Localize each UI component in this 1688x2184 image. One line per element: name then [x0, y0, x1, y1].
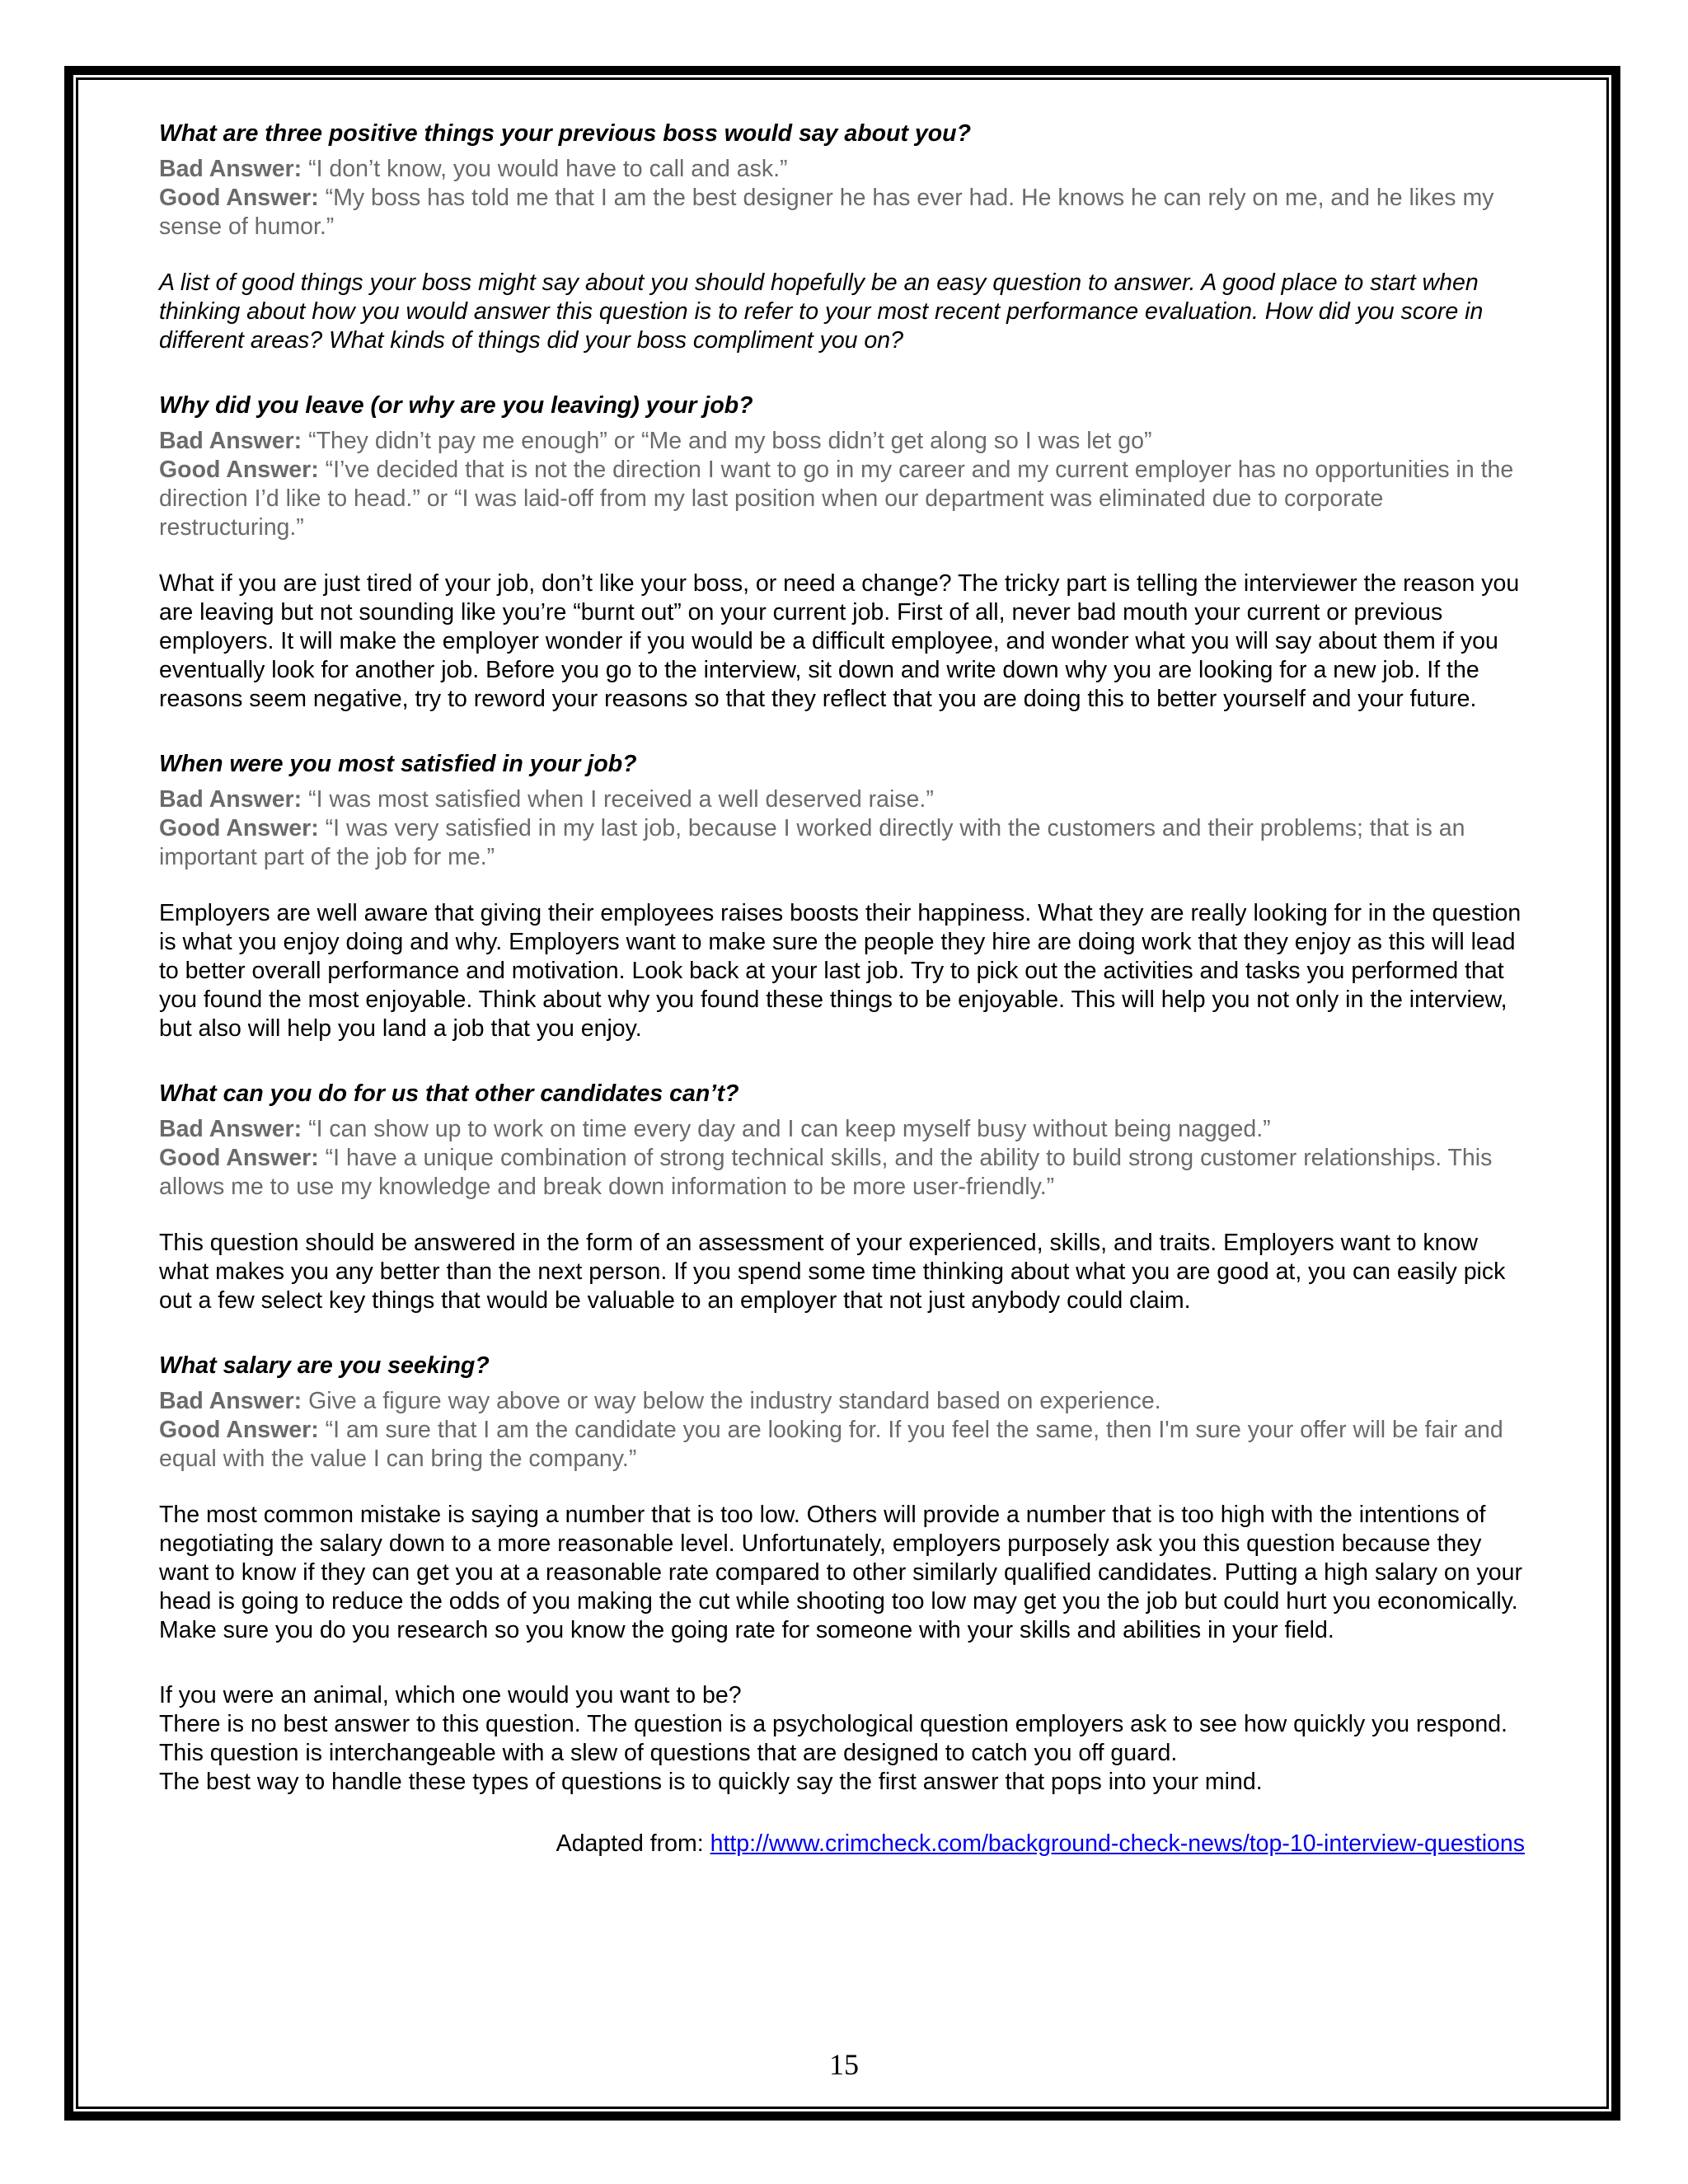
bad-answer-text: “They didn’t pay me enough” or “Me and my boss didn’t get along so I was let go” — [308, 428, 1152, 454]
answer-examples — [159, 1387, 1527, 1474]
bad-answer-text: Give a figure way above or way below the industry standard based on experience. — [308, 1388, 1161, 1414]
source-link[interactable]: http://www.crimcheck.com/background-check-news/top-10-interview-questions — [710, 1830, 1525, 1857]
answer-examples — [159, 155, 1527, 241]
bad-answer-text: “I can show up to work on time every day and I can keep myself busy without being nagged.” — [308, 1116, 1271, 1142]
bad-answer — [159, 785, 1527, 814]
answer-examples — [159, 785, 1527, 872]
document-body — [159, 120, 1527, 1858]
question-heading: What salary are you seeking? — [159, 1352, 490, 1379]
good-answer — [159, 184, 1527, 241]
qa-block-2 — [159, 391, 1527, 714]
good-answer-text: “I am sure that I am the candidate you are looking for. If you feel the same, then I'm sure your offer will be fair and equal with the value I can bring the company.” — [159, 1417, 1503, 1472]
good-answer-text: “I’ve decided that is not the direction I want to go in my career and my current employer has no opportunities in the direction I’d like to head.” or “I was laid-off from my last position when our department was eliminated due to corporate restructuring.” — [159, 457, 1514, 541]
question-commentary: The most common mistake is saying a number that is too low. Others will provide a number that is too high with the intentions of negotiating the salary down to a more reasonable level. Unfortunately, employers purposely ask you this question because they want to know if they can get you at a reasonable rate compared to other similarly qualified candidates. Putting a high salary on your head is going to reduce the odds of you making the cut while shooting too low may get you the job but could hurt you economically. Make sure you do you research so you know the going rate for someone with your skills and abilities in your field. — [159, 1502, 1522, 1643]
bad-answer-text: “I don’t know, you would have to call and ask.” — [308, 156, 788, 182]
good-answer-label: Good Answer: — [159, 1145, 319, 1171]
question-heading: What can you do for us that other candidates can’t? — [159, 1080, 739, 1107]
good-answer-text: “I have a unique combination of strong technical skills, and the ability to build strong customer relationships. This allows me to use my knowledge and break down information to be more user-friendly.” — [159, 1145, 1493, 1200]
good-answer-label: Good Answer: — [159, 815, 319, 841]
bad-answer-label: Bad Answer: — [159, 1388, 302, 1414]
bad-answer-label: Bad Answer: — [159, 156, 302, 182]
good-answer — [159, 814, 1527, 872]
animal-answer-text: There is no best answer to this question. The question is a psychological question employers ask to see how quickly you respond. This question is interchangeable with a slew of questions that are designed to catch you off guard. — [159, 1711, 1507, 1766]
question-commentary: Employers are well aware that giving their employees raises boosts their happiness. What they are really looking for in the question is what you enjoy doing and why. Employers want to make sure the people they hire are doing work that they enjoy as this will lead to better overall performance and motivation. Look back at your last job. Try to pick out the activities and tasks you performed that you found the most enjoyable. Think about why you found these things to be enjoyable. This will help you not only in the interview, but also will help you land a job that you enjoy. — [159, 900, 1522, 1042]
bad-answer — [159, 1387, 1527, 1416]
bad-answer — [159, 155, 1527, 184]
good-answer-label: Good Answer: — [159, 185, 319, 211]
question-heading: Why did you leave (or why are you leaving) your job? — [159, 392, 753, 419]
good-answer-text: “I was very satisfied in my last job, because I worked directly with the customers and their problems; that is an important part of the job for me.” — [159, 815, 1465, 870]
question-commentary: This question should be answered in the form of an assessment of your experienced, skills, and traits. Employers want to know what makes you any better than the next person. If you spend some time thinking about what you are good at, you can easily pick out a few select key things that would be valuable to an employer that not just anybody could claim. — [159, 1230, 1506, 1314]
good-answer — [159, 456, 1527, 542]
qa-block-1 — [159, 120, 1527, 355]
question-commentary: A list of good things your boss might say about you should hopefully be an easy question to answer. A good place to start when thinking about how you would answer this question is to refer to your most recent performance evaluation. How did you score in different areas? What kinds of things did your boss compliment you on? — [159, 269, 1484, 354]
answer-examples — [159, 1115, 1527, 1202]
good-answer — [159, 1416, 1527, 1474]
bad-answer-text: “I was most satisfied when I received a well deserved raise.” — [308, 786, 934, 813]
animal-advice-text: The best way to handle these types of questions is to quickly say the first answer that pops into your mind. — [159, 1769, 1263, 1795]
good-answer-text: “My boss has told me that I am the best designer he has ever had. He knows he can rely on me, and he likes my sense of humor.” — [159, 185, 1494, 240]
bad-answer-label: Bad Answer: — [159, 786, 302, 813]
qa-block-animal — [159, 1681, 1527, 1797]
question-commentary: What if you are just tired of your job, don’t like your boss, or need a change? The tricky part is telling the interviewer the reason you are leaving but not sounding like you’re “burnt out” on your current job. First of all, never bad mouth your current or previous employers. It will make the employer wonder if you would be a difficult employee, and wonder what you will say about them if you eventually look for another job. Before you go to the interview, sit down and write down why you are looking for a new job. If the reasons seem negative, try to reword your reasons so that they reflect that you are doing this to better yourself and your future. — [159, 570, 1520, 712]
question-heading: When were you most satisfied in your job? — [159, 751, 637, 777]
qa-block-5 — [159, 1352, 1527, 1645]
qa-block-3 — [159, 750, 1527, 1043]
animal-question: If you were an animal, which one would you want to be? — [159, 1682, 742, 1708]
good-answer — [159, 1144, 1527, 1202]
bad-answer-label: Bad Answer: — [159, 1116, 302, 1142]
good-answer-label: Good Answer: — [159, 457, 319, 483]
bad-answer-label: Bad Answer: — [159, 428, 302, 454]
page-number: 15 — [829, 2048, 859, 2081]
good-answer-label: Good Answer: — [159, 1417, 319, 1443]
answer-examples — [159, 427, 1527, 542]
bad-answer — [159, 1115, 1527, 1144]
source-attribution — [159, 1830, 1527, 1858]
source-prefix: Adapted from: — [556, 1830, 710, 1857]
bad-answer — [159, 427, 1527, 456]
question-heading: What are three positive things your previous boss would say about you? — [159, 120, 971, 147]
qa-block-4 — [159, 1080, 1527, 1315]
